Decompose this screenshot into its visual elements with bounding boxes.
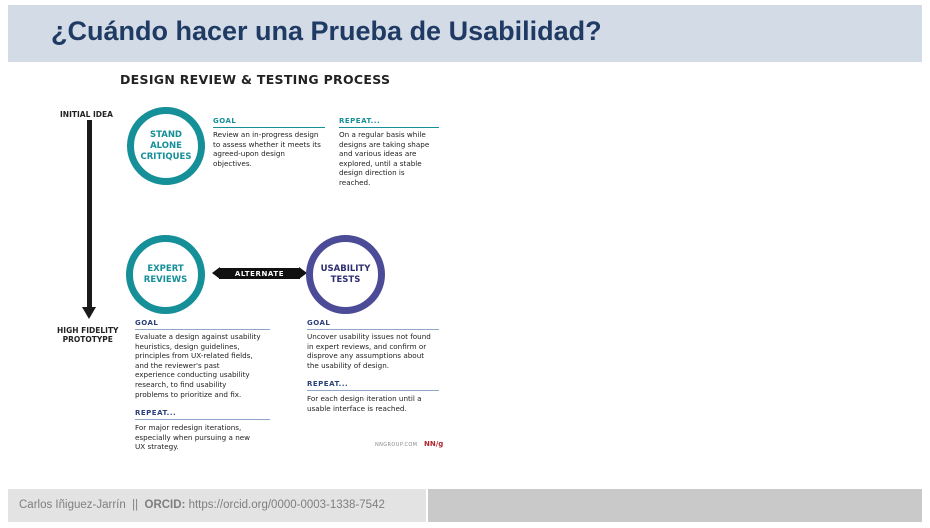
timeline-arrow-line	[87, 120, 92, 310]
footer-credit	[19, 499, 385, 511]
usability-tests-repeat-heading: REPEAT...	[307, 380, 439, 391]
footer-left-panel	[8, 489, 426, 522]
footer-orcid-link[interactable]: https://orcid.org/0000-0003-1338-7542	[188, 499, 385, 511]
usability-tests-label: USABILITY TESTS	[320, 263, 371, 285]
expert-reviews-repeat-heading: REPEAT...	[135, 409, 270, 420]
usability-tests-goal-text: Uncover usability issues not found in expert reviews, and confirm or disprove any assumptions about the usability of design.	[307, 332, 431, 370]
diagram-title: DESIGN REVIEW & TESTING PROCESS	[120, 72, 391, 87]
usability-tests-goal-heading: GOAL	[307, 319, 439, 330]
stand-alone-repeat-heading: REPEAT...	[339, 117, 439, 128]
expert-reviews-label: EXPERT REVIEWS	[143, 263, 188, 285]
stand-alone-goal-heading: GOAL	[213, 117, 325, 128]
expert-reviews-goal-heading: GOAL	[135, 319, 270, 330]
footer-divider	[426, 489, 428, 522]
usability-tests-repeat-text: For each design iteration until a usable interface is reached.	[307, 394, 422, 413]
stand-alone-repeat-text: On a regular basis while designs are taking shape and various ideas are explored, until a stable design direction is reached.	[339, 130, 430, 187]
expert-reviews-circle	[126, 235, 205, 314]
footer	[8, 489, 922, 522]
footer-orcid-label: ORCID:	[144, 499, 186, 511]
stand-alone-critiques-label: STAND ALONE CRITIQUES	[140, 129, 192, 162]
alternate-arrow	[212, 268, 307, 279]
footer-separator: ||	[132, 499, 139, 511]
slide-title: ¿Cuándo hacer una Prueba de Usabilidad?	[51, 16, 602, 46]
timeline-start-label: INITIAL IDEA	[60, 110, 113, 119]
alternate-arrow-bar	[219, 268, 300, 279]
stand-alone-goal-text: Review an in-progress design to assess whether it meets its agreed-upon design objectives.	[213, 130, 321, 168]
timeline-end-label: HIGH FIDELITY PROTOTYPE	[57, 326, 119, 344]
usability-tests-circle	[306, 235, 385, 314]
stand-alone-critiques-circle	[127, 107, 205, 185]
expert-reviews-repeat-text: For major redesign iterations, especially when pursuing a new UX strategy.	[135, 423, 251, 452]
source-label: NNGROUP.COM	[375, 442, 418, 448]
footer-author: Carlos Iñiguez-Jarrín	[19, 499, 126, 511]
expert-reviews-goal-text: Evaluate a design against usability heuristics, design guidelines, principles from UX-related fields, and the reviewer's past experience conducting usability research, to find usability problems to prioritize and fix.	[135, 332, 261, 399]
nng-logo: NN/g	[424, 440, 444, 448]
alternate-label: ALTERNATE	[234, 269, 285, 278]
timeline-arrow-head	[82, 307, 96, 319]
